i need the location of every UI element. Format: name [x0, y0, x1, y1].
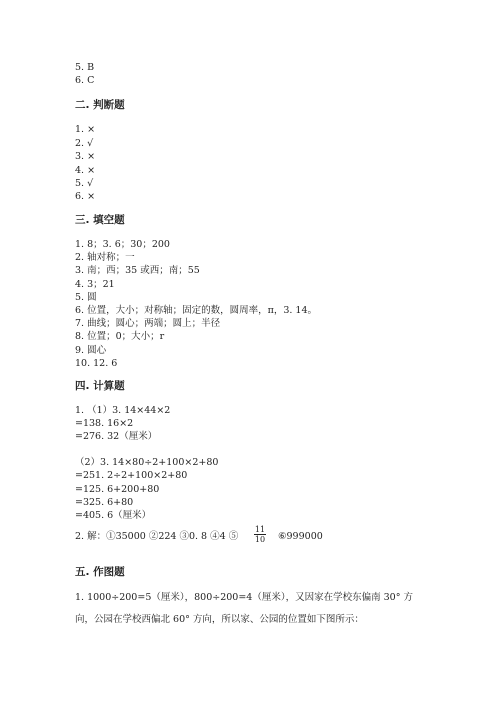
calc-q2-line-3: =125. 6+200+80: [75, 484, 160, 495]
fill-answer-2: 2. 轴对称；一: [75, 252, 135, 263]
fill-answer-8: 8. 位置；0；大小；r: [75, 331, 165, 342]
drawing-answer-line-2: 向，公园在学校西偏北 60° 方向，所以家、公园的位置如下图所示：: [75, 614, 364, 625]
fill-answer-1: 1. 8；3. 6；30；200: [75, 239, 170, 250]
fill-answer-6: 6. 位置，大小；对称轴；固定的数，圆周率，π，3. 14。: [75, 305, 318, 316]
fill-answer-10: 10. 12. 6: [75, 358, 118, 369]
section-heading-drawing: 五. 作图题: [75, 566, 125, 578]
tf-answer-4: 4. ×: [75, 165, 96, 176]
tf-answer-2: 2. √: [75, 138, 94, 149]
fill-answer-3: 3. 南；西；35 或西；南；55: [75, 265, 200, 276]
section-heading-fill-blank: 三. 填空题: [75, 214, 125, 226]
calc-q2-line-2: =251. 2÷2+100×2+80: [75, 470, 188, 481]
tf-answer-1: 1. ×: [75, 124, 96, 135]
fill-answer-9: 9. 圆心: [75, 345, 107, 356]
calc-q3-fraction: [254, 525, 266, 544]
tf-answer-6: 6. ×: [75, 191, 96, 202]
section-heading-calculation: 四. 计算题: [75, 380, 125, 392]
fill-answer-5: 5. 圆: [75, 292, 97, 303]
calc-q2-line-4: =325. 6+80: [75, 497, 134, 508]
fill-answer-4: 4. 3；21: [75, 279, 115, 290]
tf-answer-3: 3. ×: [75, 151, 96, 162]
drawing-answer-line-1: 1. 1000÷200=5（厘米），800÷200=4（厘米），又因家在学校东偏南 30° 方: [75, 592, 413, 603]
tf-answer-5: 5. √: [75, 178, 94, 189]
fraction-denominator: 10: [254, 535, 266, 544]
calc-q3-prefix: 2. 解：①35000 ②224 ③0. 8 ④4 ⑤: [75, 531, 239, 542]
fill-answer-7: 7. 曲线；圆心；两端；圆上；半径: [75, 318, 221, 329]
calc-q1-line-3: =276. 32（厘米）: [75, 431, 158, 442]
choice-answer-5: 5. B: [75, 62, 95, 73]
calc-q2-line-1: （2）3. 14×80÷2+100×2+80: [75, 457, 219, 468]
section-heading-true-false: 二. 判断题: [75, 99, 125, 111]
choice-answer-6: 6. C: [75, 75, 95, 86]
calc-q2-line-5: =405. 6（厘米）: [75, 510, 152, 521]
calc-q3-suffix: ⑥999000: [278, 531, 323, 542]
fraction-numerator: 11: [254, 525, 266, 534]
calc-q1-line-2: =138. 16×2: [75, 418, 134, 429]
calc-q1-line-1: 1. （1）3. 14×44×2: [75, 405, 171, 416]
